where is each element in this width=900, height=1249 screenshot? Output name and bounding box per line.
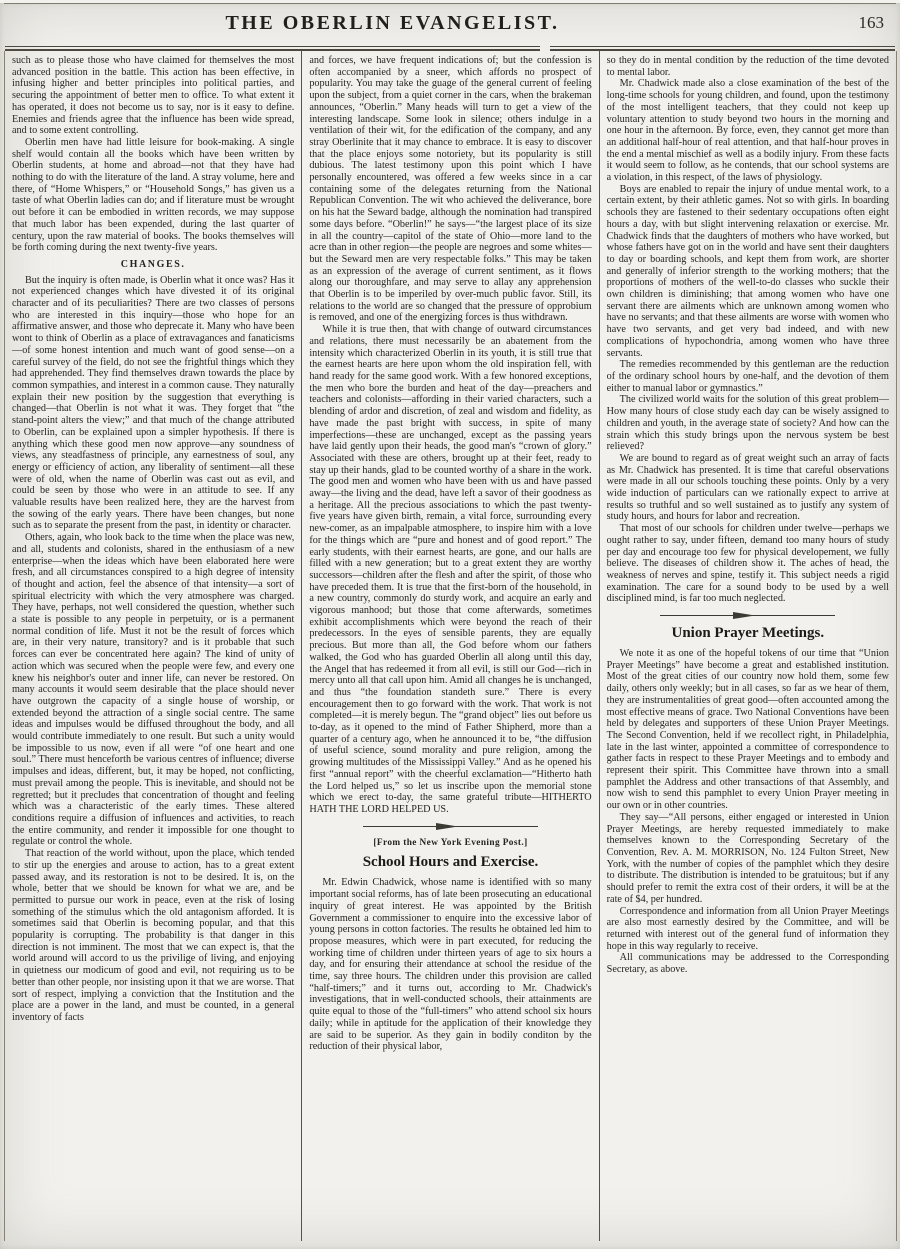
section-heading: CHANGES. (120, 258, 186, 270)
page-number: 163 (858, 13, 884, 32)
newspaper-column-2 (301, 51, 598, 1241)
body-paragraph: and forces, we have frequent indications of; but the confession is often accompanied by a sneer, which affords no prospect of popularity. You may take the guage of the general current of feeling upon the subject, from a quiet corner in the cars, when the brakeman announces, “Oberlin.” Many heads will turn to get a view of the interesting landscape. Some look in silence; others indulge in a ventilation of their wit, for the edification of the company, and any stray Oberlinite that it may chance to embrace. It is easy to discover that the place enjoys some notoriety, but its popularity is still dubious. The latest testimony upon this point which I have personally encountered, was offered a few weeks since in a car containing some of the delegates returning from the National Republican Convention. The wit who achieved the deliverance, bore on his hat the Seward badge, although the nomination had transpired some days before. “Oberlin!” he says—“the largest place of its size in all the country—capitol of the state of Ohio—more land to the acre than in other region—the people are negroes and some whites—but the Seward men are very respectable folks.” This may be taken as an expression of the average of current sentiment, as it flows along our thoroughfare, and may serve to allay any apprehension that Oberlin is to be imperiled by over-much public favor. Still, its relations to the world are so changed that the pressure of opprobium is removed, and one of the energizing forces is thus withdrawn. (309, 55, 592, 324)
body-paragraph: That reaction of the world without, upon the place, which tended to stir up the energies and arouse to action, has to a great extent passed away, and its restoration is not to be desired. It is, on the whole, better that we should be known for what we are, and be permitted to pursue our work in peace, even at the risk of losing something of the stimulus which the old antagonism afforded. It is sometimes said that Oberlin is becoming popular, and that this popularity is corrupting. The probability is that danger in this direction is not imminent. The most that we can expect is, that the world around will accord to us the privilige of living, and enjoying in quietness our modicum of good and evil, not requiring us to be better than other people, nor insisting upon it that we are worse. That sort of respect, implying a conviction that the Institution and the place are a power in the land, and must be counted, in a general inventory of facts (12, 848, 295, 1023)
newspaper-column-3 (599, 51, 896, 1241)
body-paragraph: They say—“All persons, either engaged or interested in Union Prayer Meetings, are hereby requested immediately to make themselves known to the Corresponding Secretary of the Convention, Rev. A. M. MORRISON, No. 124 Fulton Street, New York, with the number of copies of the pamphlet which they desire to distribute. The distribution is intended to be gratuitous; but if any should prefer to remit the extra cost of their orders, it will be at the rate of $4, per hundred. (606, 811, 889, 905)
masthead (0, 4, 900, 46)
article-heading: School Hours and Exercise. (362, 854, 539, 871)
masthead-title: THE OBERLIN EVANGELIST. (225, 12, 560, 34)
body-paragraph: While it is true then, that with change of outward circumstances and relations, there must necessarily be an abatement from the intensity which characterized Oberlin in its youth, it is still true that the earnest hearts are here upon whom the old inspiration fell, with hand ready for the same good work. With a few honored exceptions, the men who bore the burden and heat of the day—preachers and teachers and colonists—affording in their varied characters, such a blending of ardor and discretion, of zeal and wisdom and fidelity, as have made the past bright with success, in spite of many imperfections—these are unchanged, except as the passing years have laid gently upon their heads, the good man's “crown of glory.” Associated with these are others, brought up at their feet, ready to stay up their hands, glad to be counted worthy of a share in the work. The good men and women who have been with us and have passed away—the living and the dead, have left a savor of their goodness as a heritage. All the precious associations to which the past twenty-five years have given birth, remain, a vital force, surrounding every new-comer, as an impalpable atmosphere, to inspire him with a love for the things which are “pure and honest and of good report.” The early students, with their earnest hearts, are gone, and our halls are filled with a new generation; but to a great extent they are worthy successors—children after the flesh and after the spirit, of those who have preceded them. It is true that the first-born of the household, in a new country, commonly do sturdy work, and acquire an early and vigorous manhood; but those that come afterwards, sometimes exhibit accomplishments which were beyond the reach of their predecessors. In the eyes of sensible parents, they are equally precious. But more than all, the God before whom our fathers walked, the God who has guarded Oberlin all along until this day, the Angel that has redeemed it from all evil, is still our God—rich in mercy unto all that call upon him. Amid all changes he is unchanged, and thus “the foundation standeth sure.” There is every encouragement then to go forward with the work. That work is not completed—it is merely begun. The “grand object” lies out before us to-day, as it opened to the mind of Father Shipherd, more than a quarter of a century ago, when he announced it to be, “the diffusion of useful science, sound morality and pure religion, among the growing multitudes of the Mississippi Valley.” And as he opened his first “annual report” with the cheerful exclamation—“Hitherto hath the Lord helped us,” so let us inscribe upon the memorial stone which we erect to-day, the same grateful tribute—HITHERTO HATH THE LORD HELPED US. (309, 324, 592, 815)
body-paragraph: The remedies recommended by this gentleman are the reduction of the ordinary school hours by one-half, and the devotion of them either to manual labor or gymnastics.” (606, 359, 889, 394)
body-paragraph: Boys are enabled to repair the injury of undue mental work, to a certain extent, by their athletic games. Not so with girls. In boarding schools they are fastened to their sedentary occupations often eight hours a day, with but slight intervening relaxation or exercise. Mr. Chadwick finds that the daughters of mothers who have worked, but whose fathers have got on in the world and have sent their daughters to day or boarding schools, and kept them from work, are shorter and generally of inferior strength to the working mothers; that the proportions of mothers of the well-to-do classes who suckle their own children is diminishing; that among women who have one servant there are ailments which are unknown among women who have no servants; and that these ailments are worse with women who have two servants, and get very bad indeed, and with new complications of hypochondria, among women who have three servants. (606, 183, 889, 359)
body-paragraph: All communications may be addressed to the Corresponding Secretary, as above. (606, 952, 889, 976)
body-paragraph: We note it as one of the hopeful tokens of our time that “Union Prayer Meetings” have become a great and established institution. Most of the great cities of our country now hold them, some few daily, others only weekly; but in all cases, so far as we hear of them, they are instrumentalities of great good—often accounted among the most effective means of grace. Two National Conventions have been held by delegates and supporters of these Union Prayer Meetings. The Second Convention, held if we recollect right, in Philadelphia, late in the last winter, appointed a committee of correspondence to gather facts in respect to these Prayer Meetings and to embody and represent their spirit. This Committee have thrown into a small pamphlet the Address and other transactions of that Assembly, and now wish to send this pamphlet to every Union Prayer meeting in our own or in other countries. (606, 648, 889, 812)
source-credit: [From the New York Evening Post.] (373, 837, 528, 848)
body-paragraph: Others, again, who look back to the time when the place was new, and all, students and colonists, shared in the enthusiasm of a new enterprise—when the ideas which have been elaborated here were fresh, and all circumstances conspired to a high degree of intensity of thought and action, feel the absence of that intensity—a sort of spiritual electricity with which the very atmosphere was charged. They have, perhaps, not well considered the question, whether such a state is possible to any people in perpetuity, or is a permanent normal condition of life. Must it not be the result of forces which are, in their very nature, transitory? and is it probable that such forces can ever be concentrated here again? The kind of unity of action which was secured when the people were few, and every one knew his neighbor's outer and inner life, can never be restored. On many accounts it would seem desirable that the place should never have outgrown the capacity of a single house of worship, or extended beyond the attraction of a single social centre. The same ideas and impulses would be diffused throughout the body, and all would contribute immediately to one result. But such a unity would be impossible to us now, even if all were “of one heart and one soul.” There must henceforth be various centres of influence; diverse impulses and ideas, different, but, it may be hoped, not conflicting, must prevail among the people. This is inevitable, and should not be regretted; but it precludes that concentration of thought and feeling which was a characteristic of the early times. These altered conditions require a diffusion of influences and activities, to reach the entire community, and render it impossible for one thought to regulate or control the whole. (12, 532, 295, 848)
body-paragraph: Mr. Edwin Chadwick, whose name is identified with so many important social reforms, has of late been prosecuting an educational inquiry of great interest. He was appointed by the British Government a commissioner to enquire into the excessive labor of young persons in cotton factories. The results he obtained led him to propose measures, which were in part executed, for reducing the working time of children under thirteen years of age to six hours a day, and for ensuring their attendance at school the residue of the time, say three hours. The children under this provision are called “half-timers;” and it turns out, according to Mr. Chadwick's investigations, that in well-conducted schools, their attainments are quite equal to those of the “full-timers” who attend school six hours daily; while in aptitude for the application of their knowledge they are said to be superior. As they gain in bodily conditon by the reduction of their physical labor, (309, 877, 592, 1053)
body-paragraph: But the inquiry is often made, is Oberlin what it once was? Has it not experienced changes which have divested it of its original character and of its peculiarities? There are two classes of persons who are interested in this inquiry—those who hope for an affirmative answer, and those who deprecate it. Many who have been wont to think of Oberlin as a place of extravagances and fanaticisms—of some honest intention and much want of good sense—on a careful survey of the field, do not see the frightful things which they had apprehended. They find themselves drawn towards the place by common sympathies, and interest in a common cause. They naturally explain their new position by the suggestion that everything is changed—that Oberlin is not what it was. They forget that “the stand-point alters the view;” and that much of the change attributed to Oberlin, can be explained upon a simpler hypothesis. If there is anything which these good men now approve—any soundness of views, any steadfastness of principle, any earnestness of soul, any energy or efficiency of action, any liberality of sentiment—all these were of old, when the name of Oberlin was cast out as evil, and could be seen by those who were in an attitude to see. If any valuable results have been realized here, they are the harvest from the sowing of the early years. There have been changes, but none such as to separate the present from the past, in identity or character. (12, 274, 295, 532)
body-paragraph: so they do in mental condition by the reduction of the time devoted to mental labor. (606, 55, 889, 78)
body-paragraph: The civilized world waits for the solution of this great problem—How many hours of close study each day can be wisely assigned to children and youth, in the average state of society? And how can the strain which this study brings upon the nervous system be best relieved? (606, 394, 889, 453)
body-paragraph: Mr. Chadwick made also a close examination of the best of the long-time schools for young children, and found, upon the testimony of the most intelligent teachers, that they could not keep up voluntary attention to study beyond two hours in the morning and one hour in the afternoon. By force, even, they cannot get more than an additional half-hour of real attention, and that half-hour proves in the end a mental mischief as well as a bodily injury. From these facts it would seem to follow, as he contends, that our school systems are a violation, in this respect, of the laws of physiology. (606, 78, 889, 184)
section-divider-ornament (607, 611, 889, 620)
body-paragraph: Correspondence and information from all Union Prayer Meetings are also most earnestly desired by the Committee, and will be returned with interest out of the general fund of information they hope in this way regularly to receive. (606, 905, 889, 952)
page-columns (4, 51, 897, 1241)
body-paragraph: That most of our schools for children under twelve—perhaps we ought rather to say, under fifteen, demand too many hours of study per day and encourage too few for physical developement, we fully believe. The diseases of children show it. The aches of head, the weakness of nerves and spine, testify it. This subject needs a rigid examination. The care for a sound body to be used by a well disciplined mind, is far too much neglected. (606, 523, 889, 605)
newspaper-column-1 (5, 51, 301, 1241)
body-paragraph: We are bound to regard as of great weight such an array of facts as Mr. Chadwick has presented. It is time that careful observations were made in all our schools touching these points. Only by a very wide induction of particulars can we rationally expect to arrive at results so truthful and so well sustained as to justify any system of study hours, and hours for labor and recreation. (606, 452, 889, 523)
body-paragraph: Oberlin men have had little leisure for book-making. A single shelf would contain all the books which have been written by Oberlin students, at home and abroad—not that they have had nothing to do with the literature of the land. A stray volume, here and there, of “Home Whispers,” or “Household Songs,” has given us a taste of what Oberlin ladies can do; and if literature must be wrought out before it can be embodied in written records, we may suppose that much labor has been expended, during the last quarter of century, upon the raw material of books. The books themselves will be forth coming during the next twenty-five years. (12, 136, 295, 254)
section-divider-ornament (309, 822, 591, 831)
body-paragraph: such as to please those who have claimed for themselves the most advanced position in the battle. This action has been effective, in infusing higher and better principles into political parties, and securing the appointment of better men to office. To what extent it has operated, it does not become us to say, nor is it easy to define. Enemies and friends agree that the influence has been wide spread, and to some extent controlling. (12, 55, 295, 137)
article-heading: Union Prayer Meetings. (671, 625, 825, 642)
